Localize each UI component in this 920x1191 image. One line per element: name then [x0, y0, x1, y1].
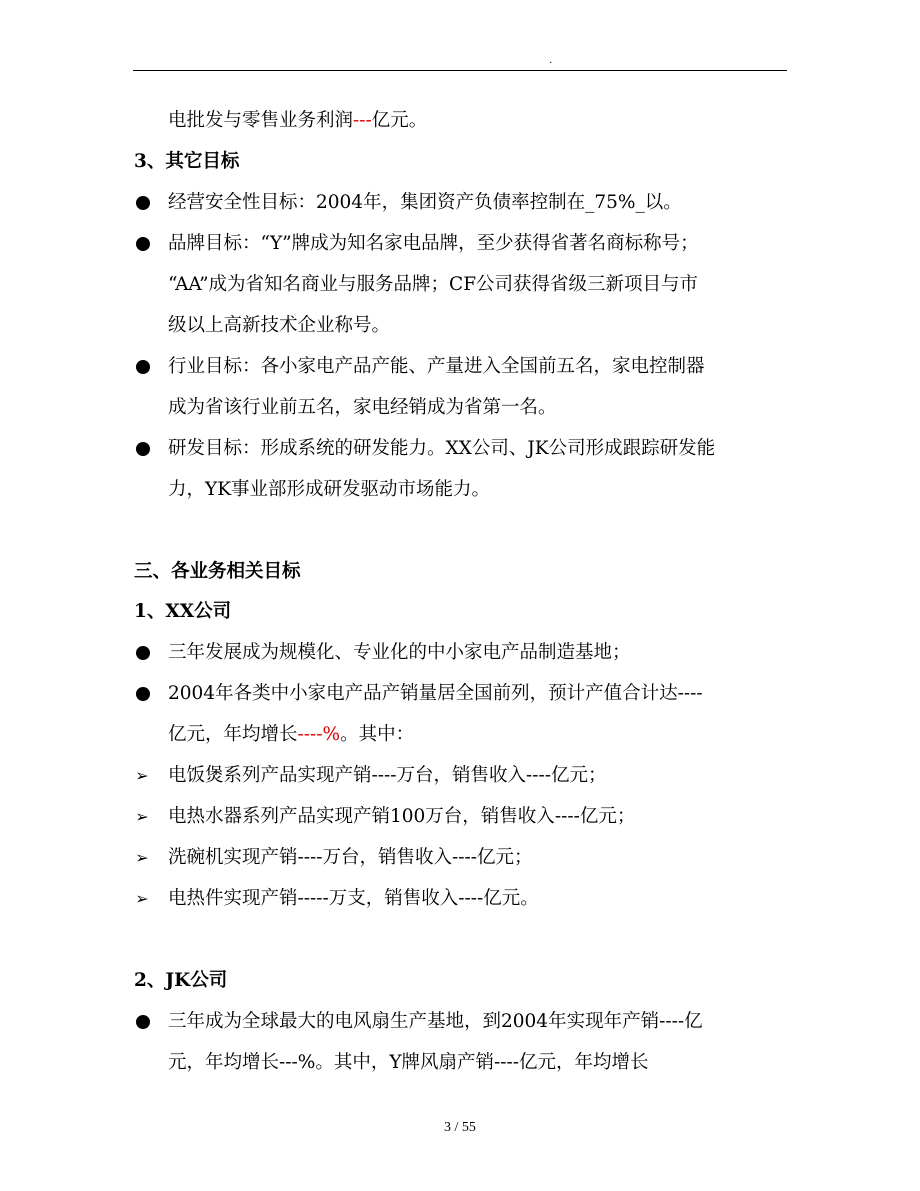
list-item-continuation: 亿元，年均增长----%。其中： [168, 724, 415, 745]
page-number: 3 / 55 [444, 1120, 476, 1135]
bullet-icon [136, 1015, 150, 1029]
list-item-continuation: 力，YK事业部形成研发驱动市场能力。 [168, 479, 491, 500]
bullet-icon [136, 360, 150, 374]
list-item-continuation: 级以上高新技术企业称号。 [168, 315, 391, 336]
sub-list-item: 电热水器系列产品实现产销100万台，销售收入----亿元； [168, 806, 636, 827]
list-item: 研发目标：形成系统的研发能力。XX公司、JK公司形成跟踪研发能 [168, 438, 716, 459]
bullet-icon [136, 442, 150, 456]
text-line: 电批发与零售业务利润---亿元。 [168, 110, 428, 131]
sub-list-item: 洗碗机实现产销----万台，销售收入----亿元； [168, 847, 533, 868]
list-item: 经营安全性目标：2004年，集团资产负债率控制在_75%_以。 [168, 192, 682, 213]
list-item: 行业目标：各小家电产品产能、产量进入全国前五名，家电控制器 [168, 356, 705, 377]
arrow-bullet-icon: ➢ [135, 807, 149, 826]
sub-heading: 2、JK公司 [134, 970, 228, 991]
arrow-bullet-icon: ➢ [135, 848, 149, 867]
list-item: 三年成为全球最大的电风扇生产基地，到2004年实现年产销----亿 [168, 1011, 703, 1032]
list-item: 品牌目标：“Y”牌成为知名家电品牌，至少获得省著名商标称号； [168, 233, 699, 254]
arrow-bullet-icon: ➢ [135, 889, 149, 908]
header-mark: . [549, 55, 553, 66]
list-item-continuation: 元，年均增长---%。其中，Y牌风扇产销----亿元，年均增长 [168, 1052, 649, 1073]
section-heading: 三、各业务相关目标 [134, 561, 301, 582]
sub-heading: 1、XX公司 [134, 601, 232, 622]
header-rule [133, 70, 787, 71]
section-heading: 3、其它目标 [134, 151, 240, 172]
list-item: 2004年各类中小家电产品产销量居全国前列，预计产值合计达---- [168, 683, 703, 704]
arrow-bullet-icon: ➢ [135, 766, 149, 785]
bullet-icon [136, 196, 150, 210]
sub-list-item: 电热件实现产销-----万支，销售收入----亿元。 [168, 888, 539, 909]
list-item: 三年发展成为规模化、专业化的中小家电产品制造基地； [168, 642, 631, 663]
bullet-icon [136, 687, 150, 701]
bullet-icon [136, 646, 150, 660]
sub-list-item: 电饭煲系列产品实现产销----万台，销售收入----亿元； [168, 765, 607, 786]
bullet-icon [136, 237, 150, 251]
list-item-continuation: “AA”成为省知名商业与服务品牌；CF公司获得省级三新项目与市 [168, 274, 699, 295]
list-item-continuation: 成为省该行业前五名，家电经销成为省第一名。 [168, 397, 557, 418]
